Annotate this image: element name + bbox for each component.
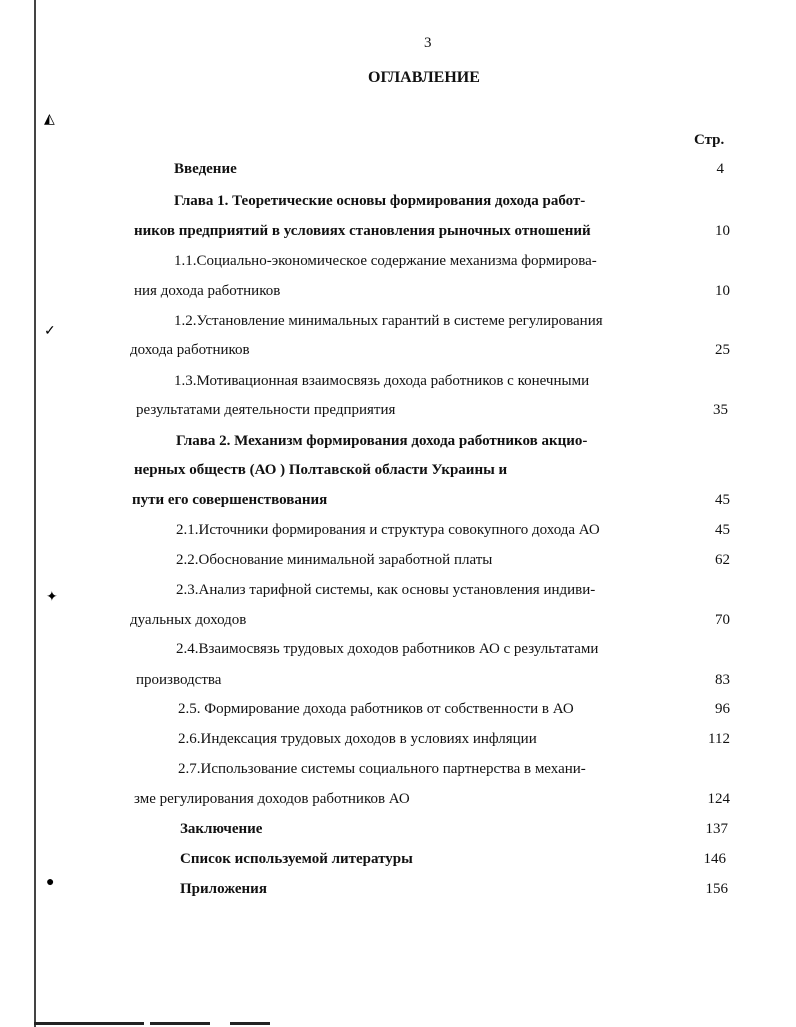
toc-section-2-4-page: 83: [715, 672, 730, 688]
toc-literature-page: 146: [703, 851, 726, 867]
toc-intro: Введение: [174, 161, 237, 177]
toc-section-2-6: 2.6.Индексация трудовых доходов в условиях инфляции: [178, 731, 537, 747]
toc-section-2-3-line2: дуальных доходов: [130, 612, 247, 628]
toc-chapter-2-page: 45: [715, 492, 730, 508]
toc-section-2-6-page: 112: [708, 731, 730, 747]
toc-section-2-1-page: 45: [715, 522, 730, 538]
toc-section-2-5-page: 96: [715, 701, 730, 717]
toc-section-2-3-line1: 2.3.Анализ тарифной системы, как основы установления индиви-: [176, 582, 596, 598]
toc-section-2-3-page: 70: [715, 612, 730, 628]
toc-section-1-3-line2: результатами деятельности предприятия: [136, 402, 396, 418]
toc-section-1-3-line1: 1.3.Мотивационная взаимосвязь дохода работников с конечными: [174, 373, 590, 389]
toc-section-2-5: 2.5. Формирование дохода работников от собственности в АО: [178, 701, 574, 717]
scan-edge-bottom: [150, 1022, 210, 1025]
binding-mark: ✓: [44, 324, 56, 339]
toc-chapter-2-line1: Глава 2. Механизм формирования дохода работников акцио-: [176, 433, 588, 449]
scan-edge-bottom: [230, 1022, 270, 1025]
toc-section-1-2-line2: дохода работников: [130, 342, 250, 358]
page-column-label: Стр.: [694, 132, 725, 148]
toc-section-2-7-page: 124: [707, 791, 730, 807]
toc-section-2-2-page: 62: [715, 552, 730, 568]
scan-edge-left: [34, 0, 36, 1027]
scan-edge-bottom: [34, 1022, 144, 1025]
toc-chapter-2-line2: нерных обществ (АО ) Полтавской области Украины и: [134, 462, 508, 478]
toc-conclusion-page: 137: [705, 821, 728, 837]
toc-section-2-1: 2.1.Источники формирования и структура совокупного дохода АО: [176, 522, 600, 538]
toc-section-1-2-line1: 1.2.Установление минимальных гарантий в системе регулирования: [174, 313, 603, 329]
toc-chapter-1-page: 10: [715, 223, 730, 239]
toc-chapter-1-line2: ников предприятий в условиях становления рыночных отношений: [134, 223, 591, 239]
toc-section-2-4-line2: производства: [136, 672, 222, 688]
toc-section-2-7-line1: 2.7.Использование системы социального партнерства в механи-: [178, 761, 586, 777]
page-title: ОГЛАВЛЕНИЕ: [368, 69, 480, 86]
toc-section-1-1-page: 10: [715, 283, 730, 299]
toc-section-2-4-line1: 2.4.Взаимосвязь трудовых доходов работников АО с результатами: [176, 641, 599, 657]
toc-section-1-1-line1: 1.1.Социально-экономическое содержание механизма формирова-: [174, 253, 597, 269]
toc-chapter-2-line3: пути его совершенствования: [132, 492, 328, 508]
toc-section-1-2-page: 25: [715, 342, 730, 358]
binding-mark: ●: [46, 875, 55, 890]
toc-chapter-1-line1: Глава 1. Теоретические основы формирования дохода работ-: [174, 193, 586, 209]
toc-section-1-3-page: 35: [713, 402, 728, 418]
toc-appendix-page: 156: [705, 881, 728, 897]
toc-intro-page: 4: [716, 161, 724, 177]
toc-section-1-1-line2: ния дохода работников: [134, 283, 281, 299]
binding-mark: ✦: [46, 590, 58, 605]
toc-conclusion: Заключение: [180, 821, 263, 837]
toc-section-2-7-line2: зме регулирования доходов работников АО: [134, 791, 410, 807]
toc-literature: Список используемой литературы: [180, 851, 413, 867]
toc-section-2-2: 2.2.Обоснование минимальной заработной платы: [176, 552, 493, 568]
toc-appendix: Приложения: [180, 881, 267, 897]
page-number: 3: [424, 35, 432, 51]
binding-mark: ◭: [44, 112, 55, 127]
